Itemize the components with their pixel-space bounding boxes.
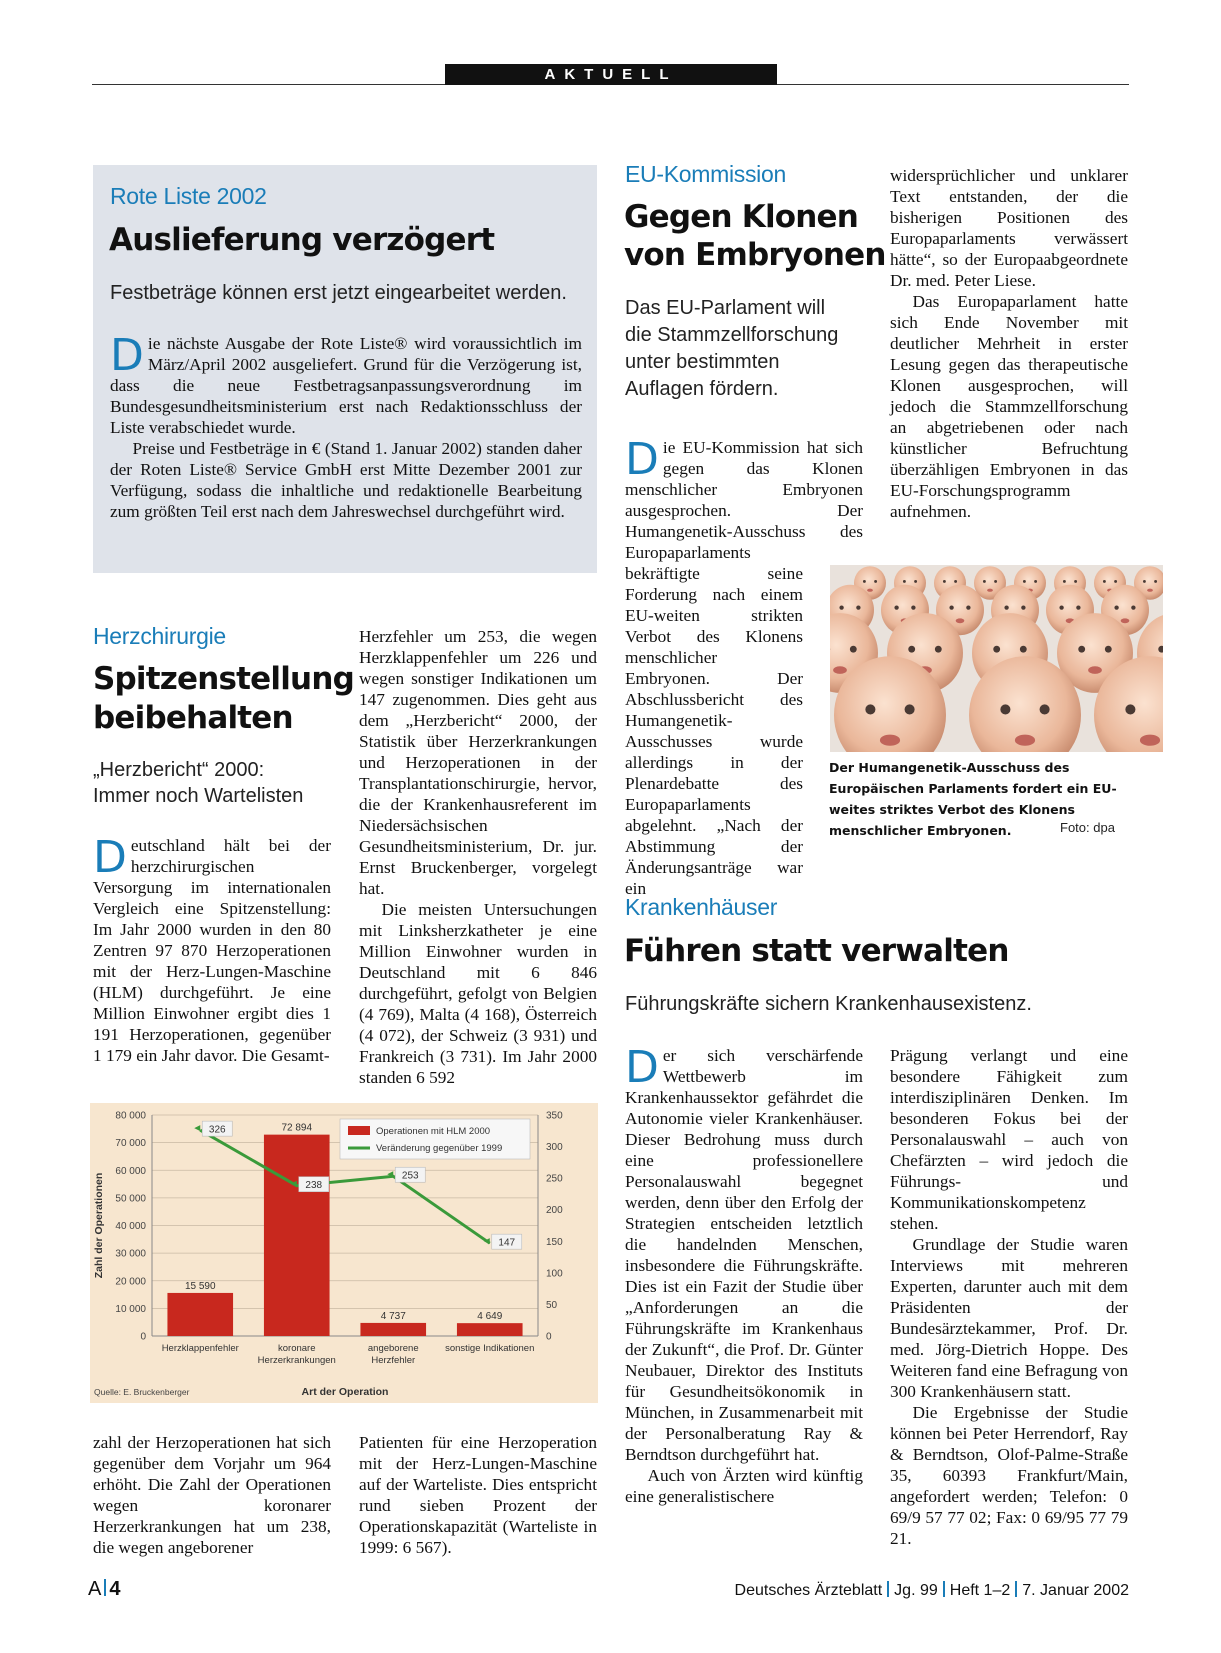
baby-eye — [863, 580, 866, 583]
eu-headline-1: Gegen Klonen — [624, 199, 859, 235]
eu-col2-p2: Das Europaparlament hatte sich Ende November mit deutlicher Mehrheit in erster Lesung gegen das therapeutische Klonen ausgesprochen, will jedoch die Stammzellforschung an abgetriebenen oder nach künstlicher Befruchtung überzähligen Embryonen in das EU-Forschungsprogramm aufnehmen. — [890, 292, 1128, 521]
baby-eye — [1078, 646, 1085, 653]
legend-swatch-bars — [348, 1126, 370, 1135]
eu-deck-3: unter bestimmten — [625, 351, 780, 373]
section-label-text: AKTUELL — [544, 66, 678, 83]
embryo-photo — [830, 565, 1163, 752]
herz-deck-2: Immer noch Wartelisten — [93, 785, 304, 807]
baby-eye — [949, 605, 953, 609]
baby-eye — [874, 580, 877, 583]
y2-tick-label: 300 — [546, 1142, 563, 1154]
bar-value-label: 15 590 — [184, 1280, 216, 1292]
herz-col2-top-p2: Die meisten Untersuchungen mit Linksherzkatheter je eine Million Einwohner wurden in Deutschland mit 6 846 durchgeführt, gefolgt von Belgien (4 769), Malta (4 168), Österreich (4 072), der Schweiz (3 931) und Frankreich (3 731). Im Jahr 2000 standen 6 592 — [359, 900, 597, 1087]
y-tick-label: 80 000 — [115, 1110, 146, 1122]
baby-eye — [994, 580, 997, 583]
kh-col2-p2: Grundlage der Studie waren Interviews mit mehreren Experten, darunter auch mit dem Präsidenten der Bundesärztekammer, Prof. Dr. med. Jörg-Dietrich Hoppe. Des Weiteren fand eine Befragung von 300 Krankenhäusern statt. — [890, 1235, 1128, 1401]
kh-col1-p2: Auch von Ärzten wird künftig eine generalistischere — [625, 1466, 863, 1506]
baby-mouth — [956, 618, 965, 623]
photo-caption: Der Humangenetik-Ausschuss des Europäischen Parlaments fordert ein EU-weites striktes Verbot des Klonens menschlicher Embryonen. — [829, 760, 1117, 838]
page-number-value: 4 — [109, 1578, 121, 1600]
line-value-label: 238 — [305, 1180, 323, 1192]
bar-value-label: 72 894 — [281, 1122, 313, 1134]
section-label — [445, 64, 777, 85]
chart-bar — [360, 1323, 426, 1336]
y-tick-label: 30 000 — [115, 1248, 146, 1260]
baby-mouth — [867, 589, 873, 592]
x-tick-label: Herzklappenfehler — [161, 1343, 239, 1354]
kh-headline: Führen statt verwalten — [624, 933, 1009, 969]
kh-deck: Führungskräfte sichern Krankenhausexistenz. — [625, 993, 1032, 1015]
baby-mouth — [1147, 589, 1153, 592]
baby-eye — [908, 646, 915, 653]
rote-liste-body — [110, 330, 582, 522]
baby-mouth — [1140, 735, 1160, 746]
y-tick-label: 0 — [140, 1331, 146, 1343]
baby-eye — [943, 580, 946, 583]
herz-col2-top — [359, 626, 597, 1088]
chart-bar — [264, 1135, 330, 1336]
herz-col1-bottom: zahl der Herzoperationen hat sich gegenüber dem Vorjahr um 964 erhöht. Die Zahl der Operationen wegen koronarer Herzerkrankungen hat um 238, die wegen angeborener — [93, 1433, 331, 1557]
y2-tick-label: 250 — [546, 1173, 563, 1185]
baby-mouth — [1121, 618, 1130, 623]
baby-eye — [1131, 605, 1135, 609]
herz-col2-top-p1: Herzfehler um 253, die wegen Herzklappenfehler um 226 und wegen sonstiger Indikationen um 147 zugenommen. Dies geht aus dem „Herzbericht“ 2000, der Statistik über Herzerkrankungen und Herzoperationen in der Transplantationschirurgie, hervor, die der Krankenhausreferent im Niedersächsischen Gesundheitsministerium, Dr. jur. Ernst Bruckenberger, vorgelegt hat. — [359, 627, 597, 898]
kh-kicker: Krankenhäuser — [625, 894, 778, 920]
line-value-label: 253 — [401, 1170, 419, 1182]
bar-value-label: 4 649 — [477, 1311, 503, 1323]
herz-col2-bottom: Patienten für eine Herzoperation mit der Herz-Lungen-Maschine auf der Warteliste. Dies entspricht rund sieben Prozent der Operationskapazität (Warteliste in 1999: 6 567). — [359, 1433, 597, 1557]
baby-eye — [1125, 704, 1135, 714]
baby-eye — [1034, 580, 1037, 583]
y2-tick-label: 150 — [546, 1236, 563, 1248]
herz-deck-1: „Herzbericht“ 2000: — [93, 759, 265, 781]
chart-source: Quelle: E. Bruckenberger — [94, 1387, 190, 1397]
x-axis-title: Art der Operation — [301, 1386, 389, 1398]
legend-label: Veränderung gegenüber 1999 — [376, 1143, 503, 1154]
baby-eye — [1059, 605, 1063, 609]
baby-eye — [914, 580, 917, 583]
rote-liste-deck: Festbeträge können erst jetzt eingearbeitet werden. — [110, 282, 567, 304]
kh-dropcap: D — [625, 1042, 659, 1093]
baby-eye — [850, 646, 857, 653]
herz-chart — [90, 1103, 598, 1403]
baby-eye — [966, 605, 970, 609]
herz-col1-top-text: eutschland hält bei der herzchirurgischen Versorgung im internationalen Vergleich eine Spitzenstellung: Im Jahr 2000 wurden in den 80 Zentren 97 870 Herzoperationen mit der Herz-Lungen-Maschine (HLM) durchgeführt. Je eine Million Einwohner ergibt dies 1 191 Herzoperationen, gegenüber 1 179 ein Jahr davor. Die Gesamt- — [93, 836, 331, 1065]
baby-mouth — [1015, 735, 1035, 746]
footer-date: 7. Januar 2002 — [1022, 1582, 1129, 1599]
y-tick-label: 10 000 — [115, 1303, 146, 1315]
baby-eye — [894, 605, 898, 609]
eu-deck-4: Auflagen fördern. — [625, 378, 779, 400]
baby-eye — [905, 704, 915, 714]
footer-sep — [887, 1581, 889, 1597]
eu-col1-b: bekräftigte seine Forderung nach einem EU-weiten strikten Verbot des Klonens menschlicher Embryonen. Der Abschlussbericht des Humangenetik-Ausschusses wurde allerdings in der Plenardebatte des Europaparlaments abgelehnt. „Nach der Abstimmung der Änderungsanträge war ein — [625, 564, 803, 898]
baby-eye — [856, 605, 860, 609]
baby-eye — [1154, 580, 1157, 583]
bar-value-label: 4 737 — [380, 1310, 406, 1322]
baby-eye — [903, 580, 906, 583]
baby-eye — [1021, 605, 1025, 609]
baby-eye — [1143, 580, 1146, 583]
baby-eye — [1074, 580, 1077, 583]
baby-eye — [1023, 580, 1026, 583]
y-axis-title: Zahl der Operationen — [93, 1172, 105, 1279]
baby-eye — [911, 605, 915, 609]
kh-col2 — [890, 1045, 1128, 1549]
baby-eye — [993, 646, 1000, 653]
baby-eye — [1103, 580, 1106, 583]
baby-eye — [983, 580, 986, 583]
kh-col1-p1: er sich verschärfende Wettbewerb im Krankenhaussektor gefährdet die Autonomie vieler Krankenhäuser. Dieser Bedrohung muss durch eine professionellere Personalauswahl begegnet werden, denn über den Erfolg der Strategien entscheiden letztlich die handelnden Menschen, insbesondere die Führungskräfte. Dies ist ein Fazit der Studie über „Anforderungen an die Führungskräfte im Krankenhaus der Zukunft“, die Prof. Dr. Günter Neubauer, Direktor des Instituts für Gesundheitsökonomik in München, in Zusammenarbeit mit der Personalberatung Ray & Berndtson durchgeführt hat. — [625, 1046, 863, 1464]
y2-tick-label: 100 — [546, 1268, 563, 1280]
x-tick-label: koronare — [278, 1343, 316, 1354]
herz-dropcap: D — [93, 832, 127, 883]
y2-tick-label: 200 — [546, 1205, 563, 1217]
rote-liste-headline: Auslieferung verzögert — [109, 222, 495, 258]
herz-headline-2: beibehalten — [93, 700, 293, 736]
baby-mouth — [987, 589, 993, 592]
x-tick-label: Herzfehler — [371, 1355, 416, 1366]
photo-credit: Foto: dpa — [1060, 820, 1115, 835]
baby-eye — [1000, 704, 1010, 714]
baby-mouth — [880, 735, 900, 746]
herz-kicker: Herzchirurgie — [93, 623, 226, 649]
chart-bar — [167, 1293, 233, 1336]
baby-eye — [839, 605, 843, 609]
x-tick-label: angeborene — [367, 1343, 419, 1354]
baby-eye — [1040, 704, 1050, 714]
footer-journal-line — [735, 1581, 1129, 1600]
line-value-label: 147 — [498, 1237, 516, 1249]
page-number — [88, 1578, 120, 1601]
kh-col1 — [625, 1042, 863, 1507]
herz-col1-top — [93, 832, 331, 1066]
baby-eye — [1004, 605, 1008, 609]
eu-kicker: EU-Kommission — [625, 161, 786, 187]
kh-col2-p3: Die Ergebnisse der Studie können bei Peter Herrendorf, Ray & Berndtson, Olof-Palme-Straße 35, 60393 Frankfurt/Main, angefordert werden; Telefon: 0 69/9 57 77 02; Fax: 0 69/95 77 79 21. — [890, 1403, 1128, 1548]
baby-mouth — [833, 666, 847, 674]
baby-eye — [1114, 605, 1118, 609]
rote-liste-p2: Preise und Festbeträge in € (Stand 1. Januar 2002) standen daher der Roten Liste® Service GmbH erst Mitte Dezember 2001 zur Verfügung, sodass die inhaltliche und redaktionelle Bearbeitung zum größten Teil erst nach dem Jahreswechsel durchgeführt wird. — [110, 439, 582, 521]
y2-tick-label: 50 — [546, 1299, 558, 1311]
baby-eye — [935, 646, 942, 653]
eu-col2 — [890, 165, 1128, 522]
baby-eye — [1105, 646, 1112, 653]
y-tick-label: 20 000 — [115, 1276, 146, 1288]
y-tick-label: 40 000 — [115, 1221, 146, 1232]
kh-col2-p1: Prägung verlangt und eine besondere Fähigkeit zum interdisziplinären Denken. Im besonderen Fokus bei der Personalauswahl – auch von Chefärzten – wird jedoch die Führungs- und Kommunikationskompetenz stehen. — [890, 1046, 1128, 1233]
x-tick-label: Herzerkrankungen — [257, 1355, 336, 1366]
herz-headline-1: Spitzenstellung — [93, 661, 354, 697]
rote-liste-p1: ie nächste Ausgabe der Rote Liste® wird voraussichtlich im März/April 2002 ausgeliefert. Grund für die Verzögerung ist, dass die neue Festbetragsanpassungsverordnung im Bundesgesundheitsministerium erst nach Redaktionsschluss der Liste verabschiedet wurde. — [110, 334, 582, 437]
baby-eye — [1020, 646, 1027, 653]
chart-bar — [457, 1323, 523, 1336]
eu-col1-a-text: ie EU-Kommission hat sich gegen das Klonen menschlicher Embryonen ausgesprochen. Der Humangenetik-Ausschuss des Europaparlaments — [625, 438, 863, 562]
y2-tick-label: 0 — [546, 1331, 552, 1343]
eu-col2-p1: widersprüchlicher und unklarer Text entstanden, der die bisherigen Positionen des Europaparlaments verwässert hätte“, so der Europaabgeordnete Dr. med. Peter Liese. — [890, 166, 1128, 290]
baby-mouth — [1088, 666, 1102, 674]
footer-sep — [943, 1581, 945, 1597]
footer-volume: Jg. 99 — [894, 1582, 938, 1599]
baby-eye — [1076, 605, 1080, 609]
y2-tick-label: 350 — [546, 1110, 563, 1122]
legend-label: Operationen mit HLM 2000 — [376, 1126, 491, 1137]
eu-deck-2: die Stammzellforschung — [625, 324, 839, 346]
footer-issue: Heft 1–2 — [949, 1582, 1011, 1599]
eu-dropcap: D — [625, 434, 659, 485]
y-tick-label: 60 000 — [115, 1165, 146, 1177]
y-tick-label: 50 000 — [115, 1193, 146, 1205]
baby-eye — [1063, 580, 1066, 583]
rote-liste-dropcap: D — [110, 330, 144, 381]
rote-liste-kicker: Rote Liste 2002 — [110, 183, 267, 209]
eu-deck-1: Das EU-Parlament will — [625, 297, 826, 319]
x-tick-label: sonstige Indikationen — [445, 1343, 535, 1354]
page-number-bar — [104, 1579, 106, 1596]
line-value-label: 326 — [208, 1124, 226, 1136]
baby-eye — [954, 580, 957, 583]
eu-headline-2: von Embryonen — [624, 237, 886, 273]
eu-col1-a — [625, 434, 863, 563]
footer-sep — [1015, 1581, 1017, 1597]
footer-journal: Deutsches Ärzteblatt — [734, 1582, 883, 1599]
baby-eye — [1114, 580, 1117, 583]
page-prefix: A — [88, 1578, 102, 1600]
baby-eye — [865, 704, 875, 714]
y-tick-label: 70 000 — [115, 1138, 146, 1150]
